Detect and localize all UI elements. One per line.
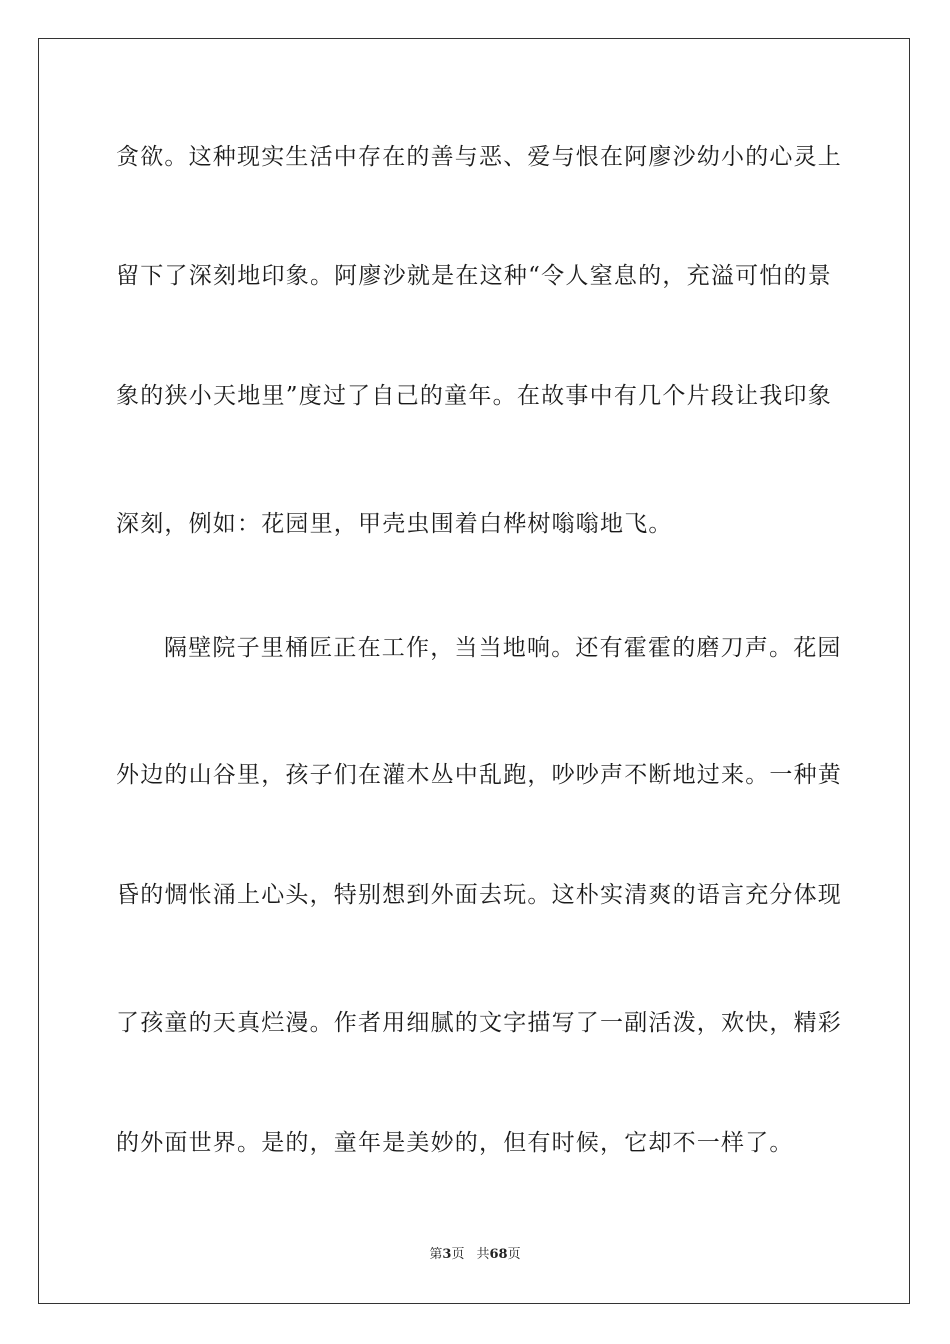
paragraph-line-4: 深刻，例如：花园里，甲壳虫围着白桦树嗡嗡地飞。: [116, 511, 673, 537]
paragraph-line-1: 贪欲。这种现实生活中存在的善与恶、爱与恨在阿廖沙幼小的心灵上: [116, 144, 842, 170]
paragraph-line-7: 昏的惆怅涌上心头，特别想到外面去玩。这朴实清爽的语言充分体现: [116, 882, 842, 908]
paragraph-line-9: 的外面世界。是的，童年是美妙的，但有时候，它却不一样了。: [116, 1130, 794, 1156]
page-frame: [38, 38, 910, 1304]
paragraph-line-3: 象的狭小天地里”度过了自己的童年。在故事中有几个片段让我印象: [116, 383, 832, 409]
total-pages: 68: [489, 1247, 508, 1262]
page-number: 3: [442, 1247, 452, 1262]
page-suffix: 页: [451, 1247, 465, 1262]
total-suffix: 页: [507, 1247, 521, 1262]
total-prefix: 共: [476, 1247, 490, 1262]
page-prefix: 第: [429, 1247, 443, 1262]
paragraph-line-2: 留下了深刻地印象。阿廖沙就是在这种“令人窒息的，充溢可怕的景: [116, 263, 832, 289]
paragraph-line-6: 外边的山谷里，孩子们在灌木丛中乱跑，吵吵声不断地过来。一种黄: [116, 762, 842, 788]
paragraph-line-5: 隔壁院子里桶匠正在工作，当当地响。还有霍霍的磨刀声。花园: [164, 635, 842, 661]
page-footer: [0, 1247, 950, 1263]
paragraph-line-8: 了孩童的天真烂漫。作者用细腻的文字描写了一副活泼，欢快，精彩: [116, 1010, 842, 1036]
